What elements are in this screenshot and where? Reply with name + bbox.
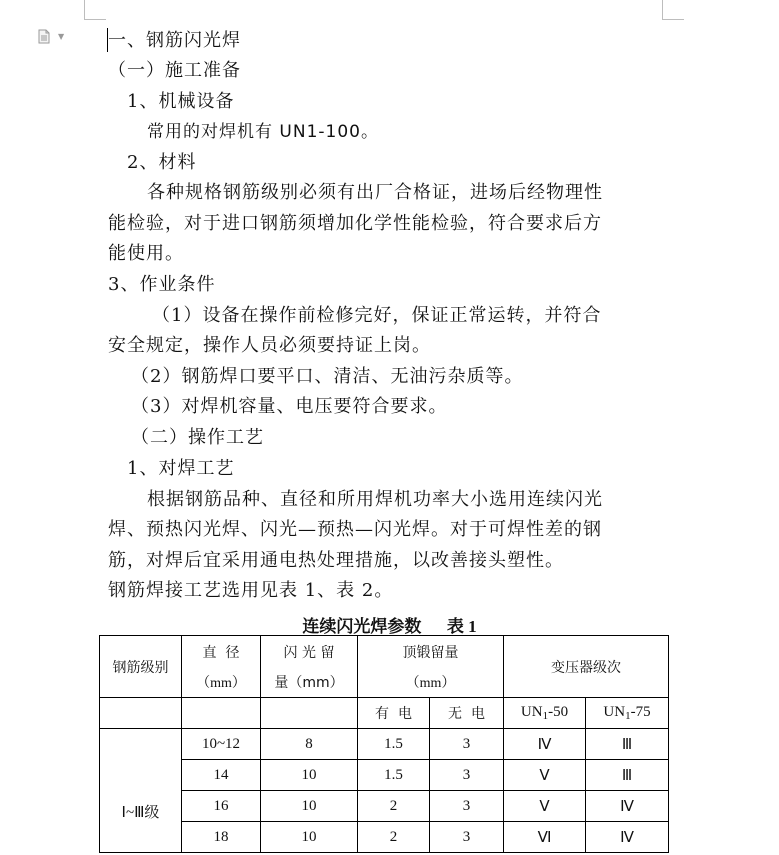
header-upset-label: 顶锻留量 bbox=[402, 644, 459, 661]
paragraph-materials-2: 能检验，对于进口钢筋须增加化学性能检验，符合要求后方 bbox=[108, 213, 602, 234]
paragraph-condition-1a: （1）设备在操作前检修完好，保证正常运转，并符合 bbox=[152, 305, 602, 326]
chevron-down-icon[interactable]: ▼ bbox=[58, 32, 65, 41]
page-corner-mark-left-h bbox=[84, 19, 106, 20]
table-cell: 1.5 bbox=[358, 729, 430, 760]
table-cell: 10 bbox=[261, 760, 358, 791]
header-diameter-cont bbox=[182, 698, 261, 729]
table-cell: Ⅴ bbox=[504, 760, 586, 791]
paragraph-process-1: 根据钢筋品种、直径和所用焊机功率大小选用连续闪光 bbox=[147, 489, 603, 510]
header-flash-allowance bbox=[261, 636, 358, 698]
header-flash-unit: 量（mm） bbox=[274, 674, 344, 691]
heading-preparation: （一）施工准备 bbox=[108, 60, 241, 81]
table-cell: Ⅳ bbox=[586, 822, 669, 853]
table-cell: Ⅵ bbox=[504, 822, 586, 853]
page-corner-mark-left bbox=[84, 0, 85, 20]
table-cell: 3 bbox=[430, 822, 504, 853]
table-cell: 3 bbox=[430, 791, 504, 822]
header-upset-powered: 有 电 bbox=[358, 698, 430, 729]
paragraph-process-2: 焊、预热闪光焊、闪光—预热—闪光焊。对于可焊性差的钢 bbox=[108, 519, 602, 540]
table-cell: Ⅳ bbox=[586, 791, 669, 822]
page-corner-mark-right-h bbox=[662, 19, 684, 20]
heading-butt-welding: 1、对焊工艺 bbox=[127, 458, 235, 479]
table-cell: 1.5 bbox=[358, 760, 430, 791]
table-cell: 10~12 bbox=[182, 729, 261, 760]
paragraph-process-3: 筋，对焊后宜采用通电热处理措施，以改善接头塑性。 bbox=[108, 550, 564, 571]
header-diameter-label: 直 径 bbox=[202, 644, 240, 661]
heading-materials: 2、材料 bbox=[127, 152, 197, 173]
header-un1-50: $UN_1-50$ bbox=[504, 698, 586, 729]
table-cell: 2 bbox=[358, 791, 430, 822]
heading-process: （二）操作工艺 bbox=[131, 427, 264, 448]
heading-machinery: 1、机械设备 bbox=[127, 91, 235, 112]
header-diameter bbox=[182, 636, 261, 698]
table-cell: 10 bbox=[261, 791, 358, 822]
header-flash-label: 闪 光 留 bbox=[283, 644, 335, 661]
table-cell: 8 bbox=[261, 729, 358, 760]
paragraph-condition-1b: 安全规定，操作人员必须要持证上岗。 bbox=[108, 335, 431, 356]
heading-conditions: 3、作业条件 bbox=[108, 274, 216, 295]
table-cell: Ⅲ bbox=[586, 760, 669, 791]
table-cell: 10 bbox=[261, 822, 358, 853]
table-caption: 连续闪光焊参数 表 1 bbox=[302, 617, 477, 636]
paste-options-icon[interactable] bbox=[38, 29, 50, 44]
header-upset-unpowered: 无 电 bbox=[430, 698, 504, 729]
flash-welding-parameters-table bbox=[99, 635, 669, 853]
paragraph-materials-3: 能使用。 bbox=[108, 243, 184, 264]
header-upset-unit: （mm） bbox=[405, 675, 456, 691]
paragraph-materials-1: 各种规格钢筋级别必须有出厂合格证，进场后经物理性 bbox=[147, 182, 603, 203]
group-grade-label: Ⅰ~Ⅲ级 bbox=[100, 729, 182, 853]
table-cell: 18 bbox=[182, 822, 261, 853]
table-cell: Ⅳ bbox=[504, 729, 586, 760]
paragraph-condition-3: （3）对焊机容量、电压要符合要求。 bbox=[131, 396, 448, 417]
header-upset-allowance bbox=[358, 636, 504, 698]
paragraph-machinery: 常用的对焊机有 UN1-100。 bbox=[147, 122, 379, 142]
paragraph-condition-2: （2）钢筋焊口要平口、清洁、无油污杂质等。 bbox=[131, 366, 524, 387]
table-cell: 16 bbox=[182, 791, 261, 822]
table-cell: 2 bbox=[358, 822, 430, 853]
table-cell: 3 bbox=[430, 760, 504, 791]
header-flash-cont bbox=[261, 698, 358, 729]
table-cell: 14 bbox=[182, 760, 261, 791]
paragraph-table-reference: 钢筋焊接工艺选用见表 1、表 2。 bbox=[108, 580, 394, 601]
table-cell: 3 bbox=[430, 729, 504, 760]
heading-steel-flash-welding: 一、钢筋闪光焊 bbox=[108, 30, 241, 51]
header-diameter-unit: （mm） bbox=[196, 675, 246, 691]
header-un1-75: $UN_1-75$ bbox=[586, 698, 669, 729]
table-cell: Ⅲ bbox=[586, 729, 669, 760]
table-cell: Ⅴ bbox=[504, 791, 586, 822]
header-transformer-level: 变压器级次 bbox=[504, 636, 669, 698]
page-corner-mark-right bbox=[662, 0, 663, 20]
header-steel-grade: 钢筋级别 bbox=[100, 636, 182, 698]
header-steel-grade-cont bbox=[100, 698, 182, 729]
